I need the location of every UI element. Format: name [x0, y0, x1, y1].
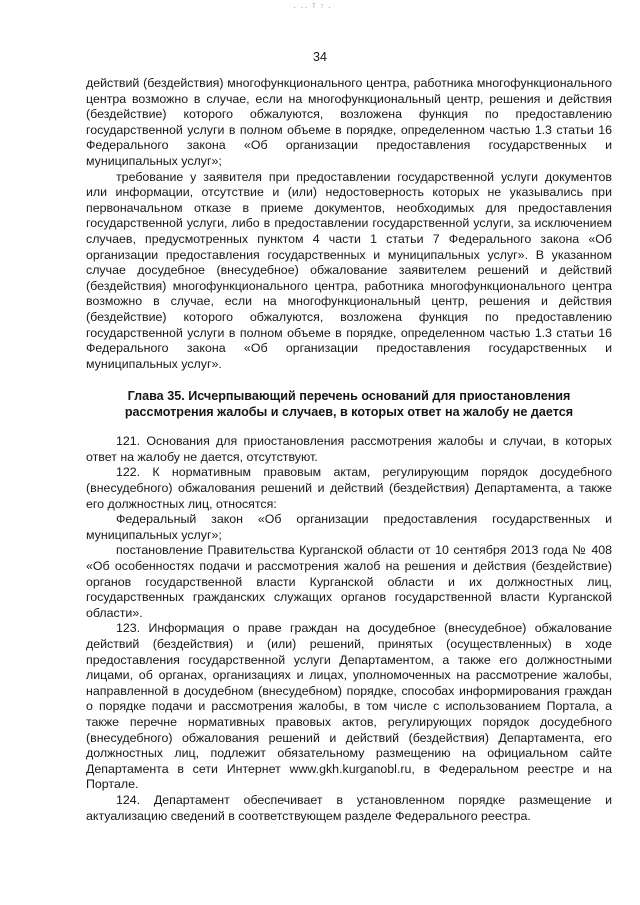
- paragraph-124: 124. Департамент обеспечивает в установленном порядке размещение и актуализацию сведений в соответствующем разделе Федерального реестра.: [86, 792, 612, 823]
- paragraph-federal-law: Федеральный закон «Об организации предоставления государственных и муниципальных услуг»;: [86, 512, 612, 542]
- chapter-heading: Глава 35. Исчерпывающий перечень оснований для приостановления рассмотрения жалобы и случаев, в которых ответ на жалобу не дается: [124, 389, 574, 420]
- paragraph-123: 123. Информация о праве граждан на досудебное (внесудебное) обжалование действий (бездействия) и (или) решений, принятых (осуществленных) в ходе предоставления государственной услуги Департаментом, а также его должностными лицами, об органах, организациях и лицах, уполномоченных на рассмотрение жалобы, направленной в досудебном (внесудебном) порядке, способах информирования граждан о порядке подачи и рассмотрения жалобы, в том числе с использованием Портала, а также перечне нормативных правовых актов, регулирующих порядок досудебного (внесудебного) обжалования решений и действий (бездействия) Департамента, его должностных лиц, подлежит обязательному размещению на официальном сайте Департамента в сети Интернет www.gkh.kurganobl.ru, в Федеральном реестре и на Портале.: [86, 621, 612, 792]
- paragraph-continuation: действий (бездействия) многофункционального центра, работника многофункционального центра возможно в случае, если на многофункциональный центр, решения и действия (бездействие) которого обжалуются, возложена функция по предоставлению государственной услуги в полном объеме в порядке, определенном частью 1.3 статьи 16 Федерального закона «Об организации предоставления государственных и муниципальных услуг»;: [86, 76, 612, 168]
- page-number: 34: [313, 50, 327, 64]
- paragraph-resolution: постановление Правительства Курганской области от 10 сентября 2013 года № 408 «Об особенностях подачи и рассмотрения жалоб на решения и действия (бездействие) органов государственной власти Курганской области и их должностных лиц, государственных гражданских служащих органов государственной власти Курганской области».: [86, 543, 612, 620]
- paragraph-requirement: требование у заявителя при предоставлении государственной услуги документов или информации, отсутствие и (или) недостоверность которых не указывались при первоначальном отказе в приеме документов, необходимых для предоставления государственной услуги, либо в предоставлении государственной услуги, за исключением случаев, предусмотренных пунктом 4 части 1 статьи 7 Федерального закона «Об организации предоставления государственных и муниципальных услуг». В указанном случае досудебное (внесудебное) обжалование заявителем решений и действий (бездействия) многофункционального центра, работника многофункционального центра возможно в случае, если на многофункциональный центр, решения и действия (бездействие) которого обжалуются, возложена функция по предоставлению государственной услуги в полном объеме в порядке, определенном частью 1.3 статьи 16 Федерального закона «Об организации предоставления государственных и муниципальных услуг».: [86, 169, 612, 371]
- paragraph-122: 122. К нормативным правовым актам, регулирующим порядок досудебного (внесудебного) обжалования решений и действий (бездействия) Департамента, а также его должностных лиц, относятся:: [86, 465, 612, 511]
- paragraph-121: 121. Основания для приостановления рассмотрения жалобы и случаи, в которых ответ на жалобу не дается, отсутствуют.: [86, 434, 612, 464]
- document-body: [86, 76, 612, 824]
- scan-mark: · ·· ᵀ ⁷ ·: [293, 2, 333, 12]
